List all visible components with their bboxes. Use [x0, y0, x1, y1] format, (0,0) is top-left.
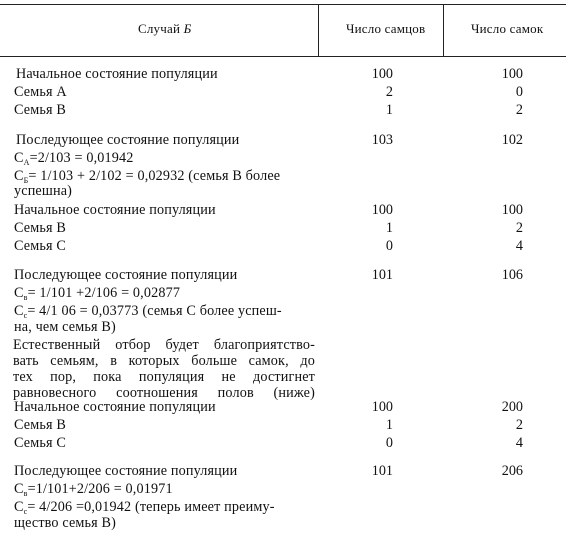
row-label: Последующее состояние популяции: [16, 132, 240, 148]
table-row: [0, 65, 566, 83]
males-value: 101: [371, 463, 393, 479]
formula-expression: = 1/101 +2/106 = 0,02877: [27, 285, 181, 301]
formula-subscript: в: [23, 489, 28, 498]
table-row: [0, 201, 566, 219]
row-label: на, чем семья B): [14, 319, 116, 335]
row-label: щество семья B): [14, 515, 117, 531]
paragraph-text: Естественный отбор будет благоприятство-: [13, 337, 315, 353]
males-value: 103: [371, 132, 393, 148]
table-row: [0, 101, 566, 119]
header-case-label: Случай: [138, 21, 181, 36]
formula-expression: = 4/206 =0,01942 (теперь имеет преиму-: [27, 499, 275, 515]
formula-symbol: C: [14, 499, 24, 515]
males-value: 0: [385, 435, 393, 451]
header-case-letter: Б: [183, 21, 192, 36]
formula-expression: = 1/103 + 2/102 = 0,02932 (семья B более: [28, 168, 281, 184]
row-label: Семья C: [14, 238, 66, 254]
females-value: 4: [515, 238, 523, 254]
females-value: 102: [501, 132, 523, 148]
table-row: [0, 434, 566, 452]
formula-subscript: Б: [23, 176, 29, 185]
females-value: 100: [501, 202, 523, 218]
females-value: 0: [515, 84, 523, 100]
females-value: 206: [501, 463, 523, 479]
text-line: [0, 514, 566, 532]
row-label: Семья A: [14, 84, 67, 100]
formula-symbol: C: [14, 150, 24, 166]
row-label: Семья B: [14, 417, 66, 433]
males-value: 2: [385, 84, 393, 100]
formula-expression: =1/101+2/206 = 0,01971: [27, 481, 173, 497]
females-value: 2: [515, 417, 523, 433]
text-line: [0, 182, 566, 200]
formula-symbol: C: [14, 303, 24, 319]
table-row: [0, 398, 566, 416]
row-label: Последующее состояние популяции: [14, 463, 238, 479]
table-row: [0, 219, 566, 237]
males-value: 101: [371, 267, 393, 283]
formula-subscript: c: [23, 311, 28, 320]
row-label: успешна): [14, 183, 73, 199]
row-label: Начальное состояние популяции: [14, 202, 216, 218]
row-label: Семья B: [14, 220, 66, 236]
females-value: 4: [515, 435, 523, 451]
males-value: 1: [385, 417, 393, 433]
formula-expression: = 4/1 06 = 0,03773 (семья C более успеш-: [27, 303, 282, 319]
females-value: 2: [515, 220, 523, 236]
females-value: 2: [515, 102, 523, 118]
formula-line: [0, 480, 566, 498]
males-value: 0: [385, 238, 393, 254]
paragraph-text: равновесного соотношения полов (ниже): [13, 385, 315, 401]
table-row: [0, 131, 566, 149]
paragraph-text: вать семьям, в которых больше самок, до: [13, 353, 315, 369]
header-males: Число самцов: [346, 21, 426, 36]
table-row: [0, 416, 566, 434]
formula-line: [0, 284, 566, 302]
row-label: Начальное состояние популяции: [14, 399, 216, 415]
paragraph-text: тех пор, пока популяция не достигнет: [13, 369, 315, 385]
formula-expression: =2/103 = 0,01942: [29, 150, 134, 166]
formula-symbol: C: [14, 481, 24, 497]
males-value: 1: [385, 220, 393, 236]
table-row: [0, 462, 566, 480]
row-label: Семья B: [14, 102, 66, 118]
header-females: Число самок: [471, 21, 544, 36]
males-value: 100: [371, 399, 393, 415]
formula-subscript: A: [23, 158, 30, 167]
formula-symbol: C: [14, 168, 24, 184]
females-value: 106: [501, 267, 523, 283]
formula-subscript: в: [23, 293, 28, 302]
formula-line: [0, 149, 566, 167]
males-value: 1: [385, 102, 393, 118]
males-value: 100: [371, 66, 393, 82]
row-label: Начальное состояние популяции: [16, 66, 218, 82]
females-value: 200: [501, 399, 523, 415]
table-row: [0, 266, 566, 284]
formula-symbol: C: [14, 285, 24, 301]
males-value: 100: [371, 202, 393, 218]
table-row: [0, 237, 566, 255]
females-value: 100: [501, 66, 523, 82]
row-label: Семья C: [14, 435, 66, 451]
text-line: [0, 318, 566, 336]
formula-subscript: c: [23, 507, 28, 516]
row-label: Последующее состояние популяции: [14, 267, 238, 283]
table-row: [0, 83, 566, 101]
